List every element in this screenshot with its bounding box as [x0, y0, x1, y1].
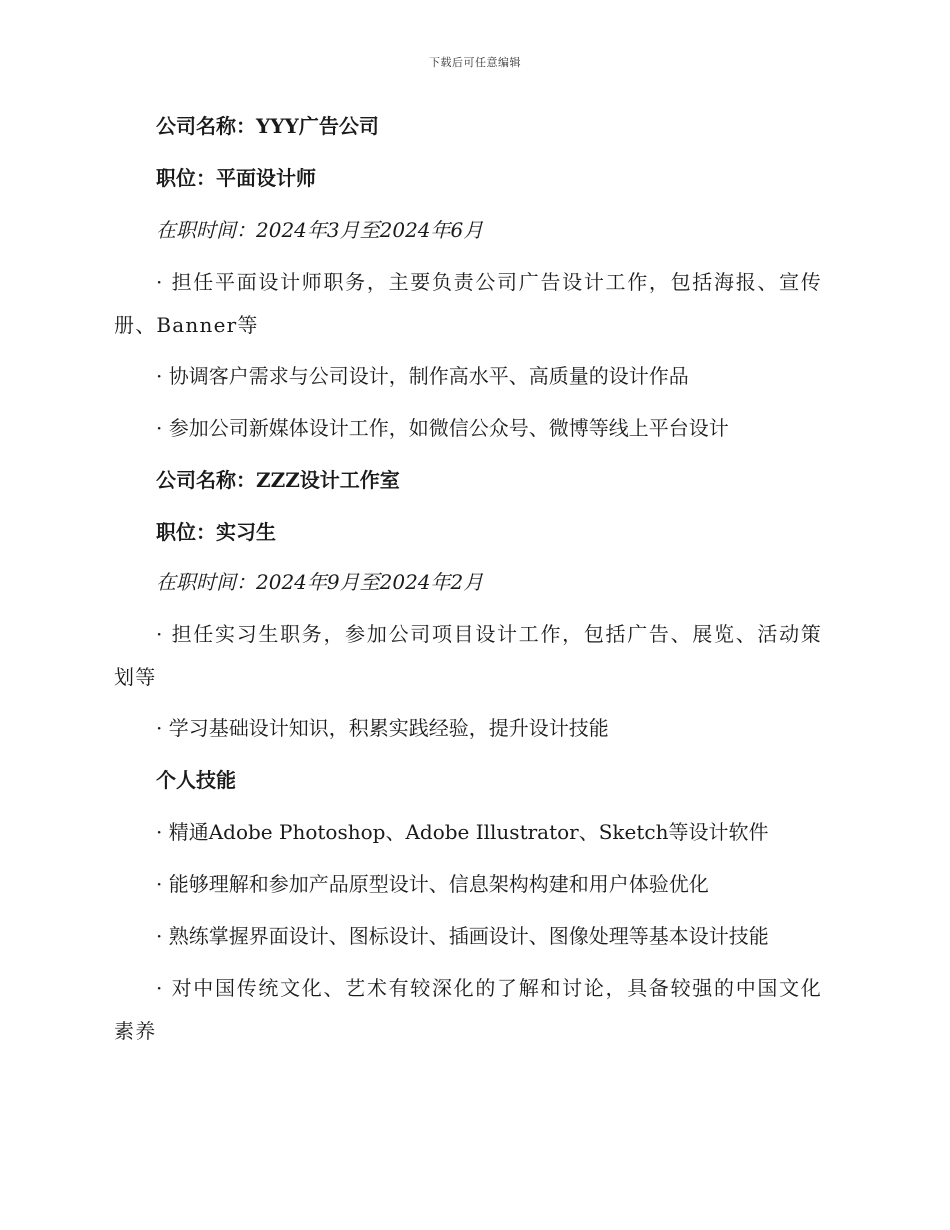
job1-bullet-1: · 担任平面设计师职务，主要负责公司广告设计工作，包括海报、宣传册、Banner等: [114, 270, 822, 337]
job1-company: 公司名称：YYY广告公司: [156, 114, 379, 138]
skills-bullet-3: · 熟练掌握界面设计、图标设计、插画设计、图像处理等基本设计技能: [156, 924, 769, 948]
page-header: 下载后可任意编辑: [429, 56, 521, 69]
skills-bullet-2: · 能够理解和参加产品原型设计、信息架构构建和用户体验优化: [156, 872, 709, 896]
job1-bullet-3: · 参加公司新媒体设计工作，如微信公众号、微博等线上平台设计: [156, 416, 729, 440]
skills-bullet-1: · 精通Adobe Photoshop、Adobe Illustrator、Sketch等设计软件: [156, 820, 769, 844]
job2-bullet-1: · 担任实习生职务，参加公司项目设计工作，包括广告、展览、活动策划等: [114, 622, 822, 689]
job1-bullet-2: · 协调客户需求与公司设计，制作高水平、高质量的设计作品: [156, 364, 689, 388]
job2-position: 职位：实习生: [156, 520, 276, 544]
job1-period: 在职时间：2024年3月至2024年6月: [156, 218, 484, 242]
job2-bullet-2: · 学习基础设计知识，积累实践经验，提升设计技能: [156, 716, 609, 740]
job1-position: 职位：平面设计师: [156, 166, 316, 190]
job2-period: 在职时间：2024年9月至2024年2月: [156, 570, 484, 594]
job2-company: 公司名称：ZZZ设计工作室: [156, 468, 400, 492]
skills-bullet-4: · 对中国传统文化、艺术有较深化的了解和讨论，具备较强的中国文化素养: [114, 976, 822, 1043]
skills-title: 个人技能: [156, 768, 236, 792]
